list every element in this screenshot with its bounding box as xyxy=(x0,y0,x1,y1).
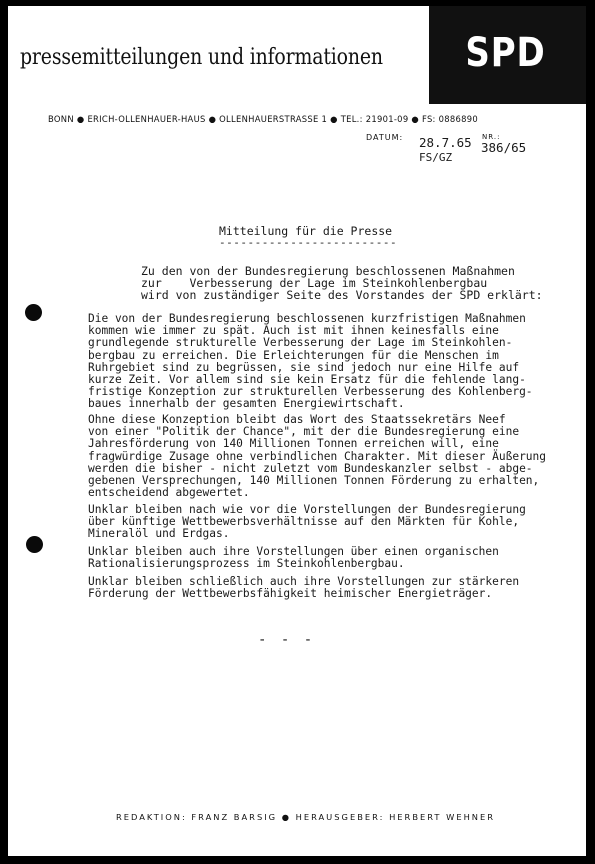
text-line: von einer "Politik der Chance", mit der die Bundesregierung eine xyxy=(88,425,520,439)
text-line: Förderung der Wettbewerbsfähigkeit heimischer Energieträger. xyxy=(88,587,493,601)
masthead-title: pressemitteilungen und informationen xyxy=(20,44,383,70)
text-line: Ohne diese Konzeption bleibt das Wort des Staatssekretärs Neef xyxy=(88,413,506,426)
document-page xyxy=(8,6,586,856)
paragraph-4 xyxy=(88,546,578,570)
heading-underline: ------------------------- xyxy=(219,236,398,249)
text-line: grundlegende strukturelle Verbesserung der Lage im Steinkohlen- xyxy=(88,336,513,350)
end-mark: - - - xyxy=(258,632,316,648)
page-heading: Mitteilung für die Presse xyxy=(219,224,393,238)
initials: FS/GZ xyxy=(419,151,453,164)
nr-value: 386/65 xyxy=(481,140,527,155)
intro-line: wird von zuständiger Seite des Vorstandes der SPD erklärt: xyxy=(141,288,543,302)
punch-hole xyxy=(26,536,43,553)
spd-logo: SPD xyxy=(465,30,546,76)
text-line: Rationalisierungsprozess im Steinkohlenbergbau. xyxy=(88,557,405,571)
text-line: über künftige Wettbewerbsverhältnisse auf den Märkten für Kohle, xyxy=(88,515,520,529)
nr-label: NR.: xyxy=(482,133,501,141)
date-label: DATUM: xyxy=(366,133,404,142)
text-line: Unklar bleiben schließlich auch ihre Vorstellungen zur stärkeren xyxy=(88,575,520,588)
paragraph-3 xyxy=(88,504,578,541)
footer-credits: REDAKTION: FRANZ BARSIG ● HERAUSGEBER: HERBERT WEHNER xyxy=(116,812,496,822)
text-line: Unklar bleiben nach wie vor die Vorstellungen der Bundesregierung xyxy=(88,503,526,516)
paragraph-1 xyxy=(88,313,578,411)
logo-bar xyxy=(429,6,441,104)
punch-hole xyxy=(25,304,42,321)
intro-line: zur Verbesserung der Lage im Steinkohlenbergbau xyxy=(141,276,488,290)
date-value: 28.7.65 xyxy=(419,135,472,150)
intro-line: Zu den von der Bundesregierung beschlossenen Maßnahmen xyxy=(141,264,515,278)
text-line: entscheidend abgewertet. xyxy=(88,486,250,500)
text-line: baues innerhalb der gesamten Energiewirtschaft. xyxy=(88,397,405,411)
text-line: Unklar bleiben auch ihre Vorstellungen über einen organischen xyxy=(88,545,499,558)
text-line: Jahresförderung von 140 Millionen Tonnen erreichen will, eine xyxy=(88,437,499,451)
text-line: werden die bisher - nicht zuletzt vom Bundeskanzler selbst - abge- xyxy=(88,461,533,475)
text-line: Die von der Bundesregierung beschlossenen kurzfristigen Maßnahmen xyxy=(88,312,526,325)
text-line: fristige Konzeption zur strukturellen Verbesserung des Kohlenberg- xyxy=(88,385,533,399)
address-line: BONN ● ERICH-OLLENHAUER-HAUS ● OLLENHAUERSTRASSE 1 ● TEL.: 21901-09 ● FS: 0886890 xyxy=(48,114,479,124)
paragraph-2 xyxy=(88,414,578,499)
text-line: bergbau zu erreichen. Die Erleichterungen für die Menschen im xyxy=(88,348,499,362)
text-line: Ruhrgebiet sind zu begrüssen, sie sind jedoch nur eine Hilfe auf xyxy=(88,360,520,374)
paragraph-5 xyxy=(88,576,578,600)
text-line: kommen wie immer zu spät. Auch ist mit ihnen keinesfalls eine xyxy=(88,324,499,338)
text-line: gebenen Versprechungen, 140 Millionen Tonnen Förderung zu erhalten, xyxy=(88,474,540,488)
text-line: kurze Zeit. Vor allem sind sie kein Ersatz für die fehlende lang- xyxy=(88,373,526,387)
text-line: fragwürdige Zusage ohne verbindlichen Charakter. Mit dieser Äußerung xyxy=(88,449,547,463)
text-line: Mineralöl und Erdgas. xyxy=(88,527,230,541)
